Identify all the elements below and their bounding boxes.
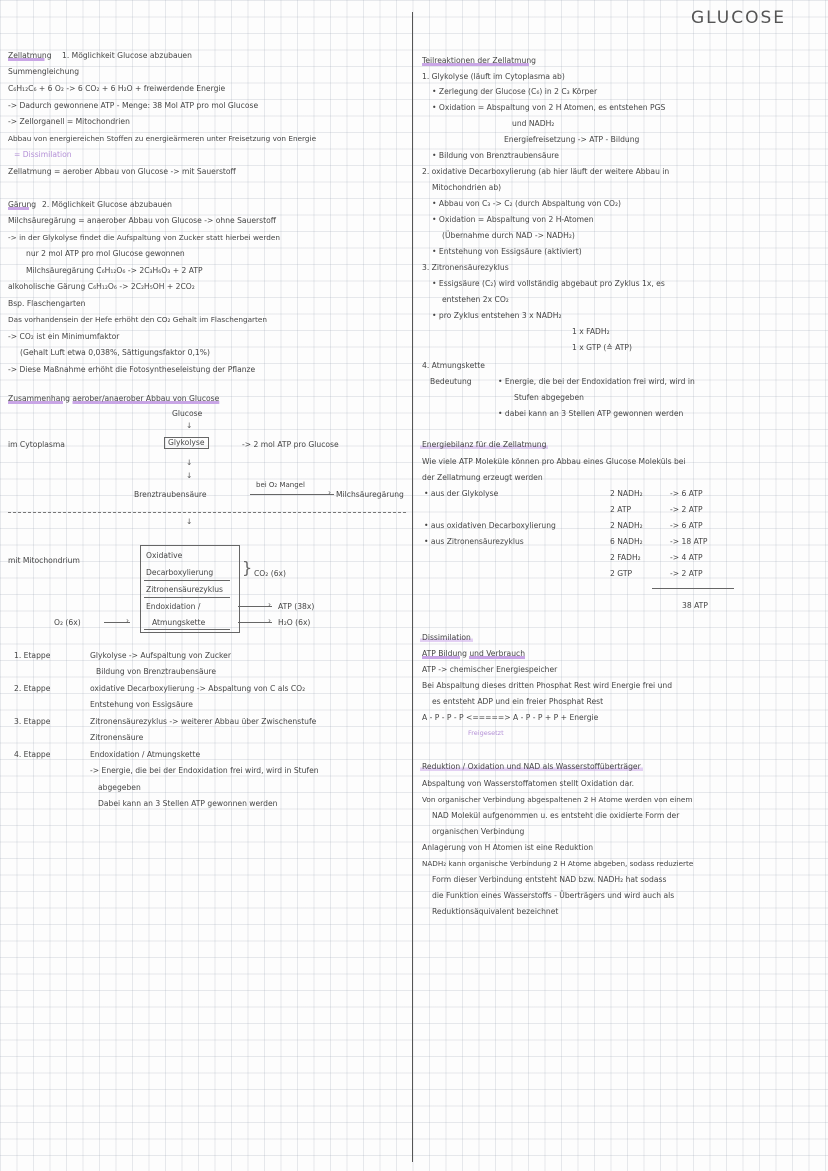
zellatmung-heading: Zellatmung: [8, 51, 52, 60]
zellatmung-line: -> Zellorganell = Mitochondrien: [8, 117, 130, 126]
down-arrow-icon: ↓: [186, 471, 193, 480]
gaerung-line: (Gehalt Luft etwa 0,038%, Sättigungsfaktor 0,1%): [20, 348, 210, 357]
right-arrow-icon: ›: [268, 616, 272, 625]
dissimilation-note: Freigesetzt: [468, 729, 504, 737]
mito-item: Oxidative: [146, 551, 183, 560]
gaerung-line: nur 2 mol ATP pro mol Glucose gewonnen: [26, 249, 185, 258]
teilreaktionen-line: 1 x GTP (≙ ATP): [572, 343, 632, 352]
teilreaktionen-line: • Bildung von Brenztraubensäure: [432, 151, 559, 160]
bilanz-row-output: -> 4 ATP: [670, 553, 703, 562]
teilreaktionen-line: Energiefreisetzung -> ATP - Bildung: [504, 135, 640, 144]
teilreaktionen-line: Mitochondrien ab): [432, 183, 502, 192]
reduktion-line: Von organischer Verbindung abgespaltenen 2 H Atome werden von einem: [422, 795, 693, 804]
down-arrow-icon: ↓: [186, 517, 193, 526]
energiebilanz-heading: Energiebilanz für die Zellatmung: [422, 440, 547, 449]
dissimilation-line: ATP -> chemischer Energiespeicher: [422, 665, 558, 674]
reduktion-line: die Funktion eines Wasserstoffs - Überträgers und wird auch als: [432, 891, 675, 900]
mito-item: Decarboxylierung: [146, 568, 214, 577]
arrow-line: [238, 606, 272, 607]
etappe-label: 2. Etappe: [14, 684, 51, 693]
teilreaktionen-line: • Entstehung von Essigsäure (aktiviert): [432, 247, 582, 256]
diagram-o2: O₂ (6x): [54, 618, 81, 627]
diagram-o2-mangel: bei O₂ Mangel: [256, 481, 305, 489]
dashed-separator: [8, 512, 406, 513]
bilanz-row-input: 2 ATP: [610, 505, 632, 514]
teilreaktionen-line: 4. Atmungskette: [422, 361, 485, 370]
arrow-line: [250, 494, 334, 495]
zellatmung-line: C₆H₁₂C₆ + 6 O₂ -> 6 CO₂ + 6 H₂O + freiwerdende Energie: [8, 84, 226, 93]
bilanz-row-output: -> 18 ATP: [670, 537, 708, 546]
diagram-mitochondrium: mit Mitochondrium: [8, 556, 80, 565]
teilreaktionen-line: • pro Zyklus entstehen 3 x NADH₂: [432, 311, 562, 320]
mito-line: [144, 629, 230, 630]
energiebilanz-source: • aus Zitronensäurezyklus: [424, 537, 524, 546]
zellatmung-line: 1. Möglichkeit Glucose abzubauen: [62, 51, 192, 60]
right-column: [420, 0, 820, 1171]
right-arrow-icon: ›: [126, 616, 130, 625]
teilreaktionen-line: entstehen 2x CO₂: [442, 295, 509, 304]
etappe-line: Dabei kann an 3 Stellen ATP gewonnen werden: [98, 799, 278, 808]
bilanz-row-input: 2 GTP: [610, 569, 633, 578]
down-arrow-icon: ↓: [186, 421, 193, 430]
gaerung-line: Milchsäuregärung C₆H₁₂O₆ -> 2C₃H₆O₃ + 2 ATP: [26, 266, 203, 275]
dissimilation-line: Bei Abspaltung dieses dritten Phosphat Rest wird Energie frei und: [422, 681, 673, 690]
teilreaktionen-line: Bedeutung: [430, 377, 472, 386]
teilreaktionen-line: • Oxidation = Abspaltung von 2 H-Atomen: [432, 215, 594, 224]
teilreaktionen-line: 3. Zitronensäurezyklus: [422, 263, 509, 272]
page-title: GLUCOSE: [690, 8, 786, 28]
teilreaktionen-heading: Teilreaktionen der Zellatmung: [422, 56, 536, 65]
bilanz-row-output: -> 6 ATP: [670, 489, 703, 498]
dissimilation-line: es entsteht ADP und ein freier Phosphat Rest: [432, 697, 604, 706]
gaerung-heading: Gärung: [8, 200, 37, 209]
diagram-milchsaeuregaerung: Milchsäuregärung: [336, 490, 404, 499]
diagram-cytoplasma: im Cytoplasma: [8, 440, 65, 449]
diagram-co2: CO₂ (6x): [254, 569, 286, 578]
gaerung-line: Das vorhandensein der Hefe erhöht den CO₂ Gehalt im Flaschengarten: [8, 315, 268, 324]
teilreaktionen-line: • Energie, die bei der Endoxidation frei wird, wird in: [498, 377, 695, 386]
etappe-line: -> Energie, die bei der Endoxidation frei wird, wird in Stufen: [90, 766, 319, 775]
teilreaktionen-line: (Übernahme durch NAD -> NADH₂): [442, 231, 575, 240]
bilanz-row-output: -> 6 ATP: [670, 521, 703, 530]
gaerung-line: Bsp. Flaschengarten: [8, 299, 86, 308]
sum-line: [652, 588, 734, 589]
teilreaktionen-line: 2. oxidative Decarboxylierung (ab hier läuft der weitere Abbau in: [422, 167, 670, 176]
bilanz-row-input: 6 NADH₂: [610, 537, 643, 546]
gaerung-line: -> CO₂ ist ein Minimumfaktor: [8, 332, 120, 341]
diagram-brenztraubensaeure: Brenztraubensäure: [134, 490, 207, 499]
teilreaktionen-line: • Essigsäure (C₂) wird vollständig abgebaut pro Zyklus 1x, es: [432, 279, 665, 288]
zellatmung-dissimilation: = Dissimilation: [14, 150, 72, 159]
bilanz-row-input: 2 NADH₂: [610, 489, 643, 498]
gaerung-line: -> Diese Maßnahme erhöht die Fotosyntheseleistung der Pflanze: [8, 365, 256, 374]
diagram-glykolyse-box: Glykolyse: [164, 437, 209, 449]
gaerung-heading-rest: 2. Möglichkeit Glucose abzubauen: [42, 200, 172, 209]
teilreaktionen-line: Stufen abgegeben: [514, 393, 584, 402]
reduktion-line: organischen Verbindung: [432, 827, 525, 836]
reduktion-line: Anlagerung von H Atomen ist eine Reduktion: [422, 843, 594, 852]
etappe-line: oxidative Decarboxylierung -> Abspaltung von C als CO₂: [90, 684, 306, 693]
etappe-label: 4. Etappe: [14, 750, 51, 759]
teilreaktionen-line: • dabei kann an 3 Stellen ATP gewonnen werden: [498, 409, 684, 418]
column-divider: [412, 12, 413, 1162]
energiebilanz-source: • aus oxidativen Decarboxylierung: [424, 521, 556, 530]
mito-line: [144, 597, 230, 598]
zellatmung-line: -> Dadurch gewonnene ATP - Menge: 38 Mol ATP pro mol Glucose: [8, 101, 259, 110]
etappe-line: Entstehung von Essigsäure: [90, 700, 193, 709]
reduktion-line: NADH₂ kann organische Verbindung 2 H Atome abgeben, sodass reduzierte: [422, 859, 694, 868]
arrow-line: [238, 622, 272, 623]
teilreaktionen-line: 1 x FADH₂: [572, 327, 610, 336]
diagram-h2o: H₂O (6x): [278, 618, 311, 627]
zellatmung-line: Zellatmung = aerober Abbau von Glucose -> mit Sauerstoff: [8, 167, 236, 176]
energiebilanz-intro: Wie viele ATP Moleküle können pro Abbau eines Glucose Moleküls bei: [422, 457, 686, 466]
etappe-label: 3. Etappe: [14, 717, 51, 726]
etappe-line: Zitronensäurezyklus -> weiterer Abbau über Zwischenstufe: [90, 717, 317, 726]
dissimilation-line: A - P - P - P <=====> A - P - P + P + Energie: [422, 713, 599, 722]
dissimilation-sub: ATP Bildung und Verbrauch: [422, 649, 526, 658]
teilreaktionen-line: • Abbau von C₃ -> C₂ (durch Abspaltung von CO₂): [432, 199, 622, 208]
zusammenhang-heading: Zusammenhang aerober/anaerober Abbau von Glucose: [8, 394, 220, 403]
bilanz-row-output: -> 2 ATP: [670, 569, 703, 578]
right-arrow-icon: ›: [268, 600, 272, 609]
gaerung-line: alkoholische Gärung C₆H₁₂O₆ -> 2C₂H₅OH + 2CO₂: [8, 282, 195, 291]
gaerung-line: Milchsäuregärung = anaerober Abbau von Glucose -> ohne Sauerstoff: [8, 216, 276, 225]
down-arrow-icon: ↓: [186, 458, 193, 467]
reduktion-line: Abspaltung von Wasserstoffatomen stellt Oxidation dar.: [422, 779, 635, 788]
energiebilanz-intro: der Zellatmung erzeugt werden: [422, 473, 543, 482]
diagram-glykolyse-output: -> 2 mol ATP pro Glucose: [242, 440, 339, 449]
mito-line: [144, 580, 230, 581]
dissimilation-heading: Dissimilation: [422, 633, 471, 642]
etappe-line: abgegeben: [98, 783, 141, 792]
etappe-line: Endoxidation / Atmungskette: [90, 750, 201, 759]
mito-item: Endoxidation /: [146, 602, 201, 611]
bilanz-row-input: 2 NADH₂: [610, 521, 643, 530]
right-arrow-icon: ›: [328, 488, 332, 497]
mito-item: Atmungskette: [152, 618, 206, 627]
diagram-glucose: Glucose: [172, 409, 203, 418]
teilreaktionen-line: • Zerlegung der Glucose (C₆) in 2 C₃ Körper: [432, 87, 598, 96]
teilreaktionen-line: und NADH₂: [512, 119, 555, 128]
bilanz-row-output: -> 2 ATP: [670, 505, 703, 514]
zellatmung-line: Summengleichung: [8, 67, 80, 76]
etappe-line: Bildung von Brenztraubensäure: [96, 667, 217, 676]
brace-icon: }: [242, 558, 253, 577]
etappe-line: Zitronensäure: [90, 733, 144, 742]
diagram-atp: ATP (38x): [278, 602, 315, 611]
reduktion-line: Form dieser Verbindung entsteht NAD bzw. NADH₂ hat sodass: [432, 875, 667, 884]
left-column: [6, 0, 406, 1171]
etappe-label: 1. Etappe: [14, 651, 51, 660]
etappe-line: Glykolyse -> Aufspaltung von Zucker: [90, 651, 231, 660]
energiebilanz-source: • aus der Glykolyse: [424, 489, 499, 498]
reduktion-heading: Reduktion / Oxidation und NAD als Wasserstoffüberträger: [422, 762, 641, 771]
gaerung-line: -> in der Glykolyse findet die Aufspaltung von Zucker statt hierbei werden: [8, 233, 281, 242]
teilreaktionen-line: 1. Glykolyse (läuft im Cytoplasma ab): [422, 72, 565, 81]
reduktion-line: NAD Molekül aufgenommen u. es entsteht die oxidierte Form der: [432, 811, 680, 820]
teilreaktionen-line: • Oxidation = Abspaltung von 2 H Atomen, es entstehen PGS: [432, 103, 666, 112]
mito-item: Zitronensäurezyklus: [146, 585, 223, 594]
bilanz-total: 38 ATP: [682, 601, 708, 610]
reduktion-line: Reduktionsäquivalent bezeichnet: [432, 907, 559, 916]
bilanz-row-input: 2 FADH₂: [610, 553, 641, 562]
zellatmung-line: Abbau von energiereichen Stoffen zu energieärmeren unter Freisetzung von Energie: [8, 134, 317, 143]
